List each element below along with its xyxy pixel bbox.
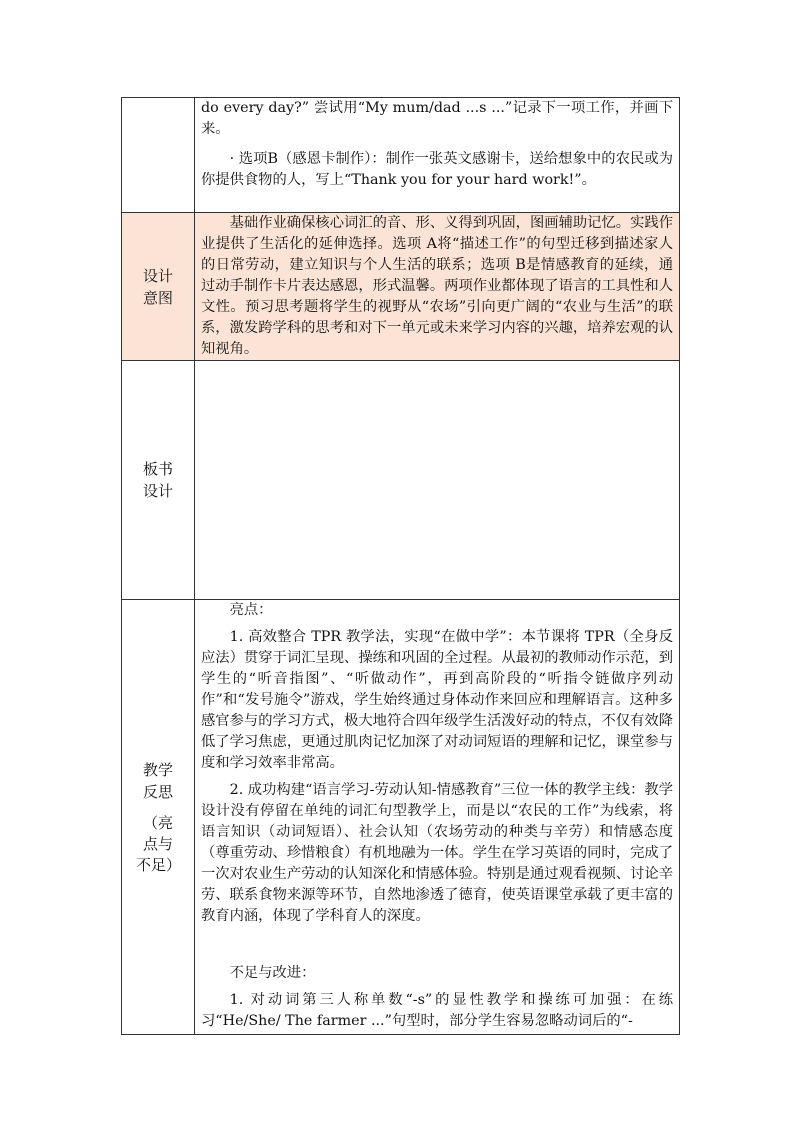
label-cell-board-design <box>122 361 195 600</box>
highlights-title: 亮点： <box>229 602 273 618</box>
content-cell-design-intent <box>195 213 680 361</box>
content-cell-board-design <box>195 361 680 600</box>
row-label-sub: （亮点与不足） <box>136 813 182 874</box>
shortcoming-point-1: 1. 对动词第三人称单数“-s”的显性教学和操练可加强：在练习“He/She/ The farmer ...”句型时，部分学生容易忽略动词后的“- <box>201 992 673 1029</box>
lesson-plan-table <box>121 97 680 1035</box>
label-cell-empty <box>122 98 195 213</box>
row-label: 教学反思 <box>142 760 173 801</box>
table-row-teaching-reflection <box>122 600 680 1035</box>
table-row-board-design <box>122 361 680 600</box>
highlight-point-2: 2. 成功构建“语言学习-劳动认知-情感教育”三位一体的教学主线：教学设计没有停留在单纯的词汇句型教学上，而是以“农民的工作”为线索，将语言知识（动词短语）、社会认知（农场劳动的种类与辛劳）和情感态度（尊重劳动、珍惜粮食）有机地融为一体。学生在学习英语的同时，完成了一次对农业生产劳动的认知深化和情感体验。特别是通过观看视频、讨论辛劳、联系食物来源等环节，自然地渗透了德育，使英语课堂承载了更丰富的教育内涵，体现了学科育人的深度。 <box>201 782 673 924</box>
design-intent-text: 基础作业确保核心词汇的音、形、义得到巩固，图画辅助记忆。实践作业提供了生活化的延伸选择。选项 A将“描述工作”的句型迁移到描述家人的日常劳动，建立知识与个人生活的联系；选项 B是情感教育的延续，通过动手制作卡片表达感恩，形式温馨。两项作业都体现了语言的工具性和人文性。预习思考题将学生的视野从“农场”引向更广阔的“农业与生活”的联系，激发跨学科的思考和对下一单元或未来学习内容的兴趣，培养宏观的认知视角。 <box>201 215 673 357</box>
row-label: 设计意图 <box>142 266 173 307</box>
label-cell-reflection <box>122 600 195 1035</box>
homework-option-b: · 选项B（感恩卡制作）：制作一张英文感谢卡，送给想象中的农民或为你提供食物的人，写上“Thank you for your hard work!”。 <box>201 151 673 188</box>
table-row-homework-options <box>122 98 680 213</box>
highlight-point-1: 1. 高效整合 TPR 教学法，实现“在做中学”：本节课将 TPR（全身反应法）贯穿于词汇呈现、操练和巩固的全过程。从最初的教师动作示范，到学生的“听音指图”、“听做动作”，再到高阶段的“听指令链做序列动作”和“发号施令”游戏，学生始终通过身体动作来回应和理解语言。这种多感官参与的学习方式，极大地符合四年级学生活泼好动的特点，不仅有效降低了学习焦虑，更通过肌肉记忆加深了对动词短语的理解和记忆，课堂参与度和学习效率非常高。 <box>201 629 673 771</box>
table-row-design-intent <box>122 213 680 361</box>
content-cell-reflection <box>195 600 680 1035</box>
shortcomings-title: 不足与改进： <box>229 965 316 981</box>
row-label: 板书设计 <box>142 460 173 500</box>
homework-option-a-tail: do every day?” 尝试用“My mum/dad ...s ...”记录下一项工作，并画下来。 <box>201 100 673 137</box>
content-cell-homework <box>195 98 680 213</box>
label-cell-design-intent <box>122 213 195 361</box>
